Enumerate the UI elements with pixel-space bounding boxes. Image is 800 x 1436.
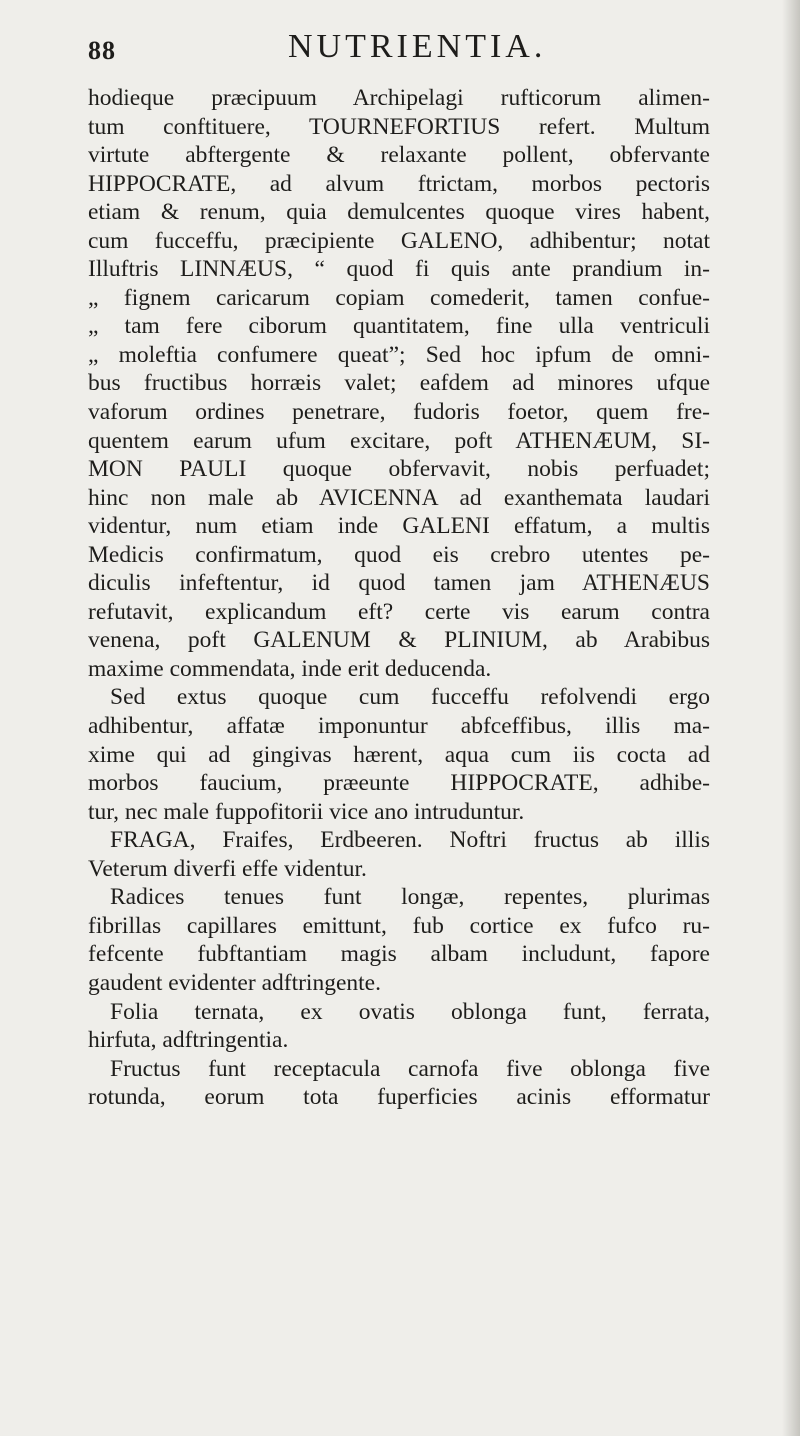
page-header xyxy=(88,28,708,72)
text-line: hodieque præcipuum Archipelagi rufticorum alimen- xyxy=(88,85,710,111)
text-line: diculis infeftentur, id quod tamen jam ATHENÆUS xyxy=(88,570,710,597)
text-line: virtute abftergente & relaxante pollent, obfervante xyxy=(88,142,710,169)
text-line: refutavit, explicandum eft? certe vis earum contra xyxy=(88,598,710,625)
text-line: Illuftris LINNÆUS, “ quod fi quis ante prandium in- xyxy=(88,256,710,283)
text-line: Veterum diverfi effe videntur. xyxy=(88,855,367,882)
text-line: fibrillas capillares emittunt, fub cortice ex fufco ru- xyxy=(88,912,710,939)
text-line: gaudent evidenter adftringente. xyxy=(88,969,381,996)
page-number: 88 xyxy=(88,36,116,65)
text-line: „ moleftia confumere queat”; Sed hoc ipfum de omni- xyxy=(88,341,710,368)
text-line: Sed extus quoque cum fucceffu refolvendi ergo xyxy=(110,684,710,711)
text-line: Fructus funt receptacula carnofa five oblonga five xyxy=(110,1055,710,1082)
text-line: MON PAULI quoque obfervavit, nobis perfuadet; xyxy=(88,456,710,483)
text-line: rotunda, eorum tota fuperficies acinis efformatur xyxy=(88,1084,710,1111)
text-line: adhibentur, affatæ imponuntur abfceffibus, illis ma- xyxy=(88,713,710,740)
text-line: venena, poft GALENUM & PLINIUM, ab Arabibus xyxy=(88,627,710,654)
text-line: morbos faucium, præeunte HIPPOCRATE, adhibe- xyxy=(88,770,710,797)
text-line: vaforum ordines penetrare, fudoris foetor, quem fre- xyxy=(88,399,710,426)
text-line: hirfuta, adftringentia. xyxy=(88,1027,289,1054)
text-line: etiam & renum, quia demulcentes quoque vires habent, xyxy=(88,199,710,226)
text-line: tur, nec male fuppofitorii vice ano intruduntur. xyxy=(88,798,525,825)
text-line: quentem earum ufum excitare, poft ATHENÆUM, SI- xyxy=(88,427,710,454)
text-line: xime qui ad gingivas hærent, aqua cum iis cocta ad xyxy=(88,741,710,768)
text-line: FRAGA, Fraifes, Erdbeeren. Noftri fructus ab illis xyxy=(110,827,710,854)
text-line: Medicis confirmatum, quod eis crebro utentes pe- xyxy=(88,541,710,568)
text-line: cum fucceffu, præcipiente GALENO, adhibentur; notat xyxy=(88,227,710,254)
text-line: Folia ternata, ex ovatis oblonga funt, ferrata, xyxy=(110,998,710,1025)
body-text xyxy=(88,84,710,1112)
text-line: bus fructibus horræis valet; eafdem ad minores ufque xyxy=(88,370,710,397)
text-line: fefcente fubftantiam magis albam includunt, fapore xyxy=(88,941,710,968)
text-line: „ tam fere ciborum quantitatem, fine ulla ventriculi xyxy=(88,313,710,340)
running-title: NUTRIENTIA. xyxy=(288,28,547,65)
page-edge-shadow xyxy=(782,0,800,1436)
text-line: videntur, num etiam inde GALENI effatum, a multis xyxy=(88,513,710,540)
text-line: „ fignem caricarum copiam comederit, tamen confue- xyxy=(88,284,710,311)
text-line: Radices tenues funt longæ, repentes, plurimas xyxy=(110,884,710,911)
text-line: HIPPOCRATE, ad alvum ftrictam, morbos pectoris xyxy=(88,170,710,197)
text-line: hinc non male ab AVICENNA ad exanthemata laudari xyxy=(88,484,710,511)
text-line: tum conftituere, TOURNEFORTIUS refert. Multum xyxy=(88,113,710,140)
text-line: maxime commendata, inde erit deducenda. xyxy=(88,655,492,682)
